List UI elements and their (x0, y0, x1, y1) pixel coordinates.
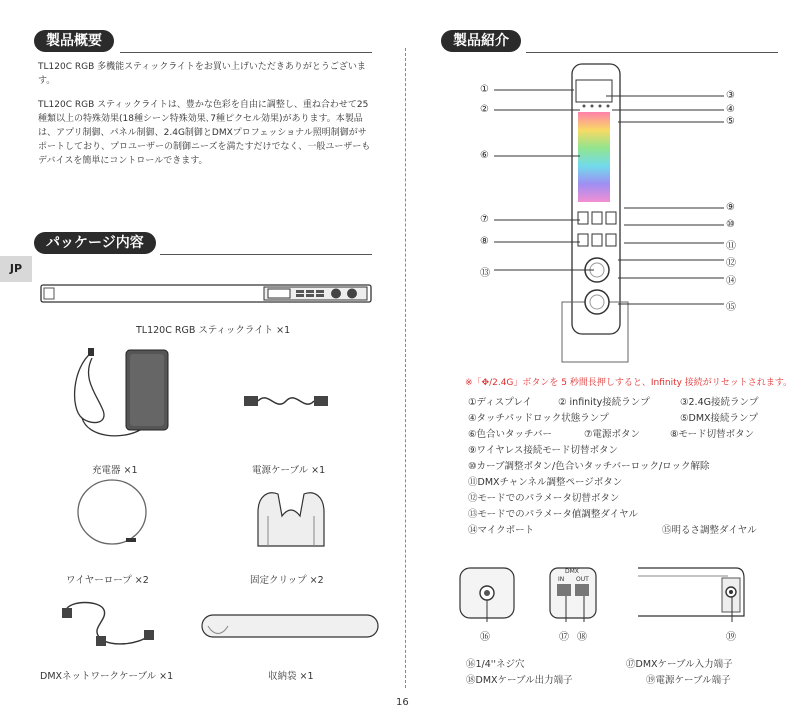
legend-1c: ③2.4G接続ランプ (680, 397, 759, 408)
dmx-cable-image (60, 598, 156, 658)
overview-heading: 製品概要 (34, 30, 114, 52)
bottom-callout-lines (480, 600, 740, 630)
callout-8: ⑧ (480, 236, 489, 247)
wire-rope-caption: ワイヤーロープ ×2 (66, 575, 149, 586)
callout-11: ⑪ (726, 241, 736, 252)
bottom-legend-16: ⑯1/4''ネジ穴 (466, 659, 525, 670)
dmx-cable-caption: DMXネットワークケーブル ×1 (40, 671, 174, 682)
wire-rope-image (74, 478, 154, 554)
legend-6: ⑪DMXチャンネル調整ページボタン (468, 477, 623, 488)
power-cable-image (242, 388, 332, 414)
overview-rule (120, 52, 372, 53)
intro-rule (526, 52, 778, 53)
clip-caption: 固定クリップ ×2 (250, 575, 324, 586)
clip-image (248, 486, 328, 550)
bottom-legend-17: ⑰DMXケーブル入力端子 (626, 659, 733, 670)
intro-heading: 製品紹介 (441, 30, 521, 52)
language-tab[interactable]: JP (0, 256, 32, 282)
overview-paragraph-2: TL120C RGB スティックライトは、豊かな色彩を自由に調整し、重ね合わせて25種類以上の特殊効果(18種シーン特殊効果､7種ピクセル効果)があります。本製品は、アプリ制御、パネル制御、2.4G制御とDMXプロフェッショナル照明制御がサポートしており、プロユーザーの制御ニーズを満たすだけでなく、一般ユーザーもデバイスを簡単にコントロールできます。 (38, 100, 371, 166)
package-heading: パッケージ内容 (34, 232, 156, 254)
legend-3a: ⑥色合いタッチバー (468, 429, 552, 440)
stick-light-image (40, 282, 375, 306)
port-label-dmx: DMX (565, 568, 579, 575)
charger-image (62, 348, 172, 448)
package-rule (160, 254, 372, 255)
callout-3: ③ (726, 90, 735, 101)
callout-1: ① (480, 84, 489, 95)
legend-5: ⑩カーブ調整ボタン/色合いタッチバーロック/ロック解除 (468, 461, 710, 472)
legend-3b: ⑦電源ボタン (584, 429, 641, 440)
bag-caption: 収納袋 ×1 (268, 671, 314, 682)
callout-14: ⑭ (726, 276, 736, 287)
page-number: 16 (396, 697, 409, 708)
legend-9a: ⑭マイクポート (468, 525, 535, 536)
reset-note: ※「✥/2.4G」ボタンを 5 秒間長押しすると、Infinity 接続がリセットされます。 (465, 378, 792, 388)
callout-5: ⑤ (726, 116, 735, 127)
callout-2: ② (480, 104, 489, 115)
overview-paragraph-1: TL120C RGB 多機能スティックライトをお買い上げいただきありがとうございます。 (38, 62, 366, 86)
callout-12: ⑫ (726, 258, 736, 269)
legend-4: ⑨ワイヤレス接続モード切替ボタン (468, 445, 618, 456)
legend-2b: ⑤DMX接続ランプ (680, 413, 759, 424)
bottom-legend-18: ⑱DMXケーブル出力端子 (466, 675, 573, 686)
callout-10: ⑩ (726, 219, 735, 230)
legend-3c: ⑧モード切替ボタン (670, 429, 755, 440)
callout-13: ⑬ (480, 268, 490, 279)
legend-9b: ⑮明るさ調整ダイヤル (662, 525, 757, 536)
charger-caption: 充電器 ×1 (92, 465, 138, 476)
stick-caption: TL120C RGB スティックライト ×1 (136, 325, 291, 336)
callout-15: ⑮ (726, 302, 736, 313)
page-divider (405, 48, 406, 688)
callout-19: ⑲ (726, 632, 736, 643)
legend-8: ⑬モードでのパラメータ値調整ダイヤル (468, 509, 639, 520)
power-cable-caption: 電源ケーブル ×1 (252, 465, 326, 476)
bottom-legend-19: ⑲電源ケーブル端子 (646, 675, 731, 686)
callout-4: ④ (726, 104, 735, 115)
legend-7: ⑫モードでのパラメータ切替ボタン (468, 493, 620, 504)
port-label-out: OUT (576, 576, 589, 583)
legend-2a: ④タッチパッドロック状態ランプ (468, 413, 609, 424)
callout-lines (494, 80, 724, 310)
callout-9: ⑨ (726, 202, 735, 213)
callout-7: ⑦ (480, 214, 489, 225)
port-label-in: IN (558, 576, 565, 583)
callout-6: ⑥ (480, 150, 489, 161)
legend-1a: ①ディスプレイ (468, 397, 532, 408)
bag-image (200, 612, 380, 642)
callout-17: ⑰ (559, 632, 569, 643)
callout-18: ⑱ (577, 632, 587, 643)
legend-1b: ② infinity接続ランプ (558, 397, 650, 408)
callout-16: ⑯ (480, 632, 490, 643)
